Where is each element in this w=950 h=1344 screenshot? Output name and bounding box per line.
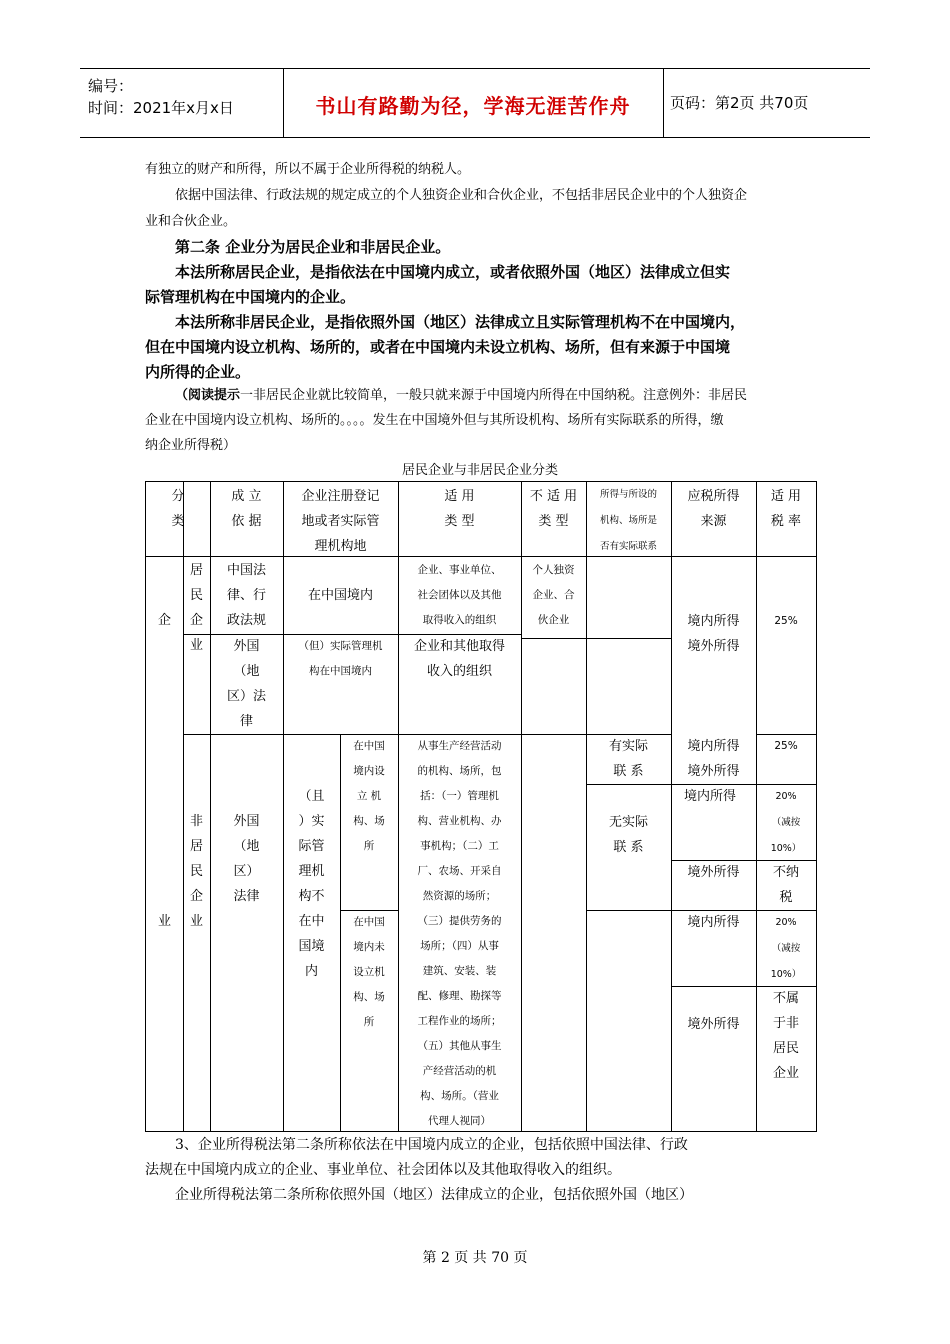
article-paragraph: 本法所称非居民企业，是指依照外国（地区）法律成立且实际管理机构不在中国境内， xyxy=(175,313,746,331)
page-footer: 第 2 页 共 70 页 xyxy=(422,1250,528,1266)
resident-registration-china: 在中国境内 xyxy=(307,588,373,603)
no-establishment-domestic-rate: 20% （减按 10%） xyxy=(770,917,802,980)
group-label-top: 企 xyxy=(157,613,171,628)
nonresident-enterprise-label: 非 居 民 企 业 xyxy=(189,814,203,929)
body-paragraph: 企业所得税法第二条所称依照外国（地区）法律成立的企业，包括依照外国（地区） xyxy=(175,1187,693,1203)
nonresident-without-establishment: 在中国 境内未 设立机 构、场 所 xyxy=(353,916,385,1028)
resident-applicable-types: 企业、事业单位、 社会团体以及其他 取得收入的组织 xyxy=(417,564,502,626)
article-paragraph: 际管理机构在中国境内的企业。 xyxy=(145,288,356,306)
article-title: 第二条 企业分为居民企业和非居民企业。 xyxy=(175,238,451,256)
reading-tip-line: 纳企业所得税） xyxy=(145,438,237,453)
no-establishment-foreign-rate: 不属 于非 居民 企业 xyxy=(772,991,799,1081)
nonresident-establishment-types: 从事生产经营活动 的机构、场所，包 括：（一）管理机 构、营业机构、办 事机构；（二）工 厂、农场、开采自 然资源的场所； （三）提供劳务的 场所；（四）从事 建筑、安装、装 配、修理、勘探等 工程作业的场所； （五）其他从事生 产经营活动的机 构、场所。（营业 代理人视同） xyxy=(417,740,502,1127)
grid-line xyxy=(521,638,671,639)
reading-tip xyxy=(175,383,747,408)
body-paragraph: 法规在中国境内成立的企业、事业单位、社会团体以及其他取得收入的组织。 xyxy=(145,1162,621,1178)
has-link-tax-rate: 25% xyxy=(774,740,798,752)
no-actual-link: 无实际 联 系 xyxy=(608,815,648,855)
header-meta xyxy=(88,75,234,119)
header-registration: 企业注册登记 地或者实际管 理机构地 xyxy=(301,489,380,554)
intro-line: 依据中国法律、行政法规的规定成立的个人独资企业和合伙企业，不包括非居民企业中的个人独资企 xyxy=(175,188,748,203)
has-actual-link: 有实际 联 系 xyxy=(608,739,648,779)
reading-tip-lead: （阅读提示 xyxy=(175,388,241,403)
body-paragraph: 3、企业所得税法第二条所称依法在中国境内成立的企业，包括依照中国法律、行政 xyxy=(175,1137,688,1153)
document-number-label: 编号： xyxy=(88,77,134,95)
no-link-domestic-rate: 20% （减按 10%） xyxy=(770,791,802,854)
page-header xyxy=(80,68,870,138)
grid-line xyxy=(586,482,587,1131)
header-not-applicable: 不 适 用 类 型 xyxy=(529,489,578,529)
article-paragraph: 但在中国境内设立机构、场所的，或者在中国境内未设立机构、场所，但有来源于中国境 xyxy=(145,338,731,356)
nonresident-basis: 外国 （地 区） 法律 xyxy=(233,814,260,904)
header-motto: 书山有路勤为径，学海无涯苦作舟 xyxy=(315,94,631,118)
no-link-domestic-income: 境内所得 xyxy=(683,789,736,804)
reading-tip-text: 一非居民企业就比较简单，一般只就来源于中国境内所得在中国纳税。注意例外：非居民 xyxy=(240,388,748,403)
article-paragraph: 本法所称居民企业，是指依法在中国境内成立，或者依照外国（地区）法律成立但实 xyxy=(175,263,731,281)
resident-tax-rate: 25% xyxy=(774,615,798,627)
resident-not-applicable: 个人独资 企业、合 伙企业 xyxy=(532,564,575,626)
header-category: 分 类 xyxy=(171,489,185,529)
no-establishment-foreign-income: 境外所得 xyxy=(687,1017,740,1032)
header-actual-link: 所得与所设的 机构、场所是 否有实际联系 xyxy=(599,489,657,552)
header-income-source: 应税所得 来源 xyxy=(687,489,740,529)
classification-table xyxy=(145,481,817,1132)
group-label-bottom: 业 xyxy=(157,914,171,929)
table-caption: 居民企业与非居民企业分类 xyxy=(401,463,558,478)
nonresident-registration: （且 ）实 际管 理机 构不 在中 国境 内 xyxy=(298,789,325,979)
document-date: 时间：2021年x月x日 xyxy=(88,99,234,117)
header-applicable-type: 适 用 类 型 xyxy=(444,489,475,529)
header-page-number: 页码：第2页 共70页 xyxy=(670,94,809,112)
no-establishment-domestic-income: 境内所得 xyxy=(687,915,740,930)
resident-registration-foreign: （但）实际管理机 构在中国境内 xyxy=(298,640,383,677)
reading-tip-line: 企业在中国境内设立机构、场所的。。。。发生在中国境外但与其所设机构、场所有实际联系的所得，缴 xyxy=(145,413,724,428)
nonresident-with-establishment: 在中国 境内设 立 机 构、场 所 xyxy=(353,740,385,852)
has-link-income-source: 境内所得 境外所得 xyxy=(687,739,740,779)
no-link-foreign-income: 境外所得 xyxy=(687,865,740,880)
intro-line: 业和合伙企业。 xyxy=(145,214,237,229)
header-basis: 成 立 依 据 xyxy=(231,489,262,529)
resident-basis-china: 中国法 律、行 政法规 xyxy=(226,563,266,628)
header-divider xyxy=(663,69,664,137)
resident-income-source: 境内所得 境外所得 xyxy=(687,614,740,654)
resident-applicable-types-foreign: 企业和其他取得 收入的组织 xyxy=(413,639,505,679)
resident-enterprise-label: 居 民 企 业 xyxy=(189,563,203,653)
article-paragraph: 内所得的企业。 xyxy=(145,363,251,381)
header-tax-rate: 适 用 税 率 xyxy=(770,489,802,529)
resident-basis-foreign: 外国 （地 区）法 律 xyxy=(226,639,266,729)
intro-line: 有独立的财产和所得，所以不属于企业所得税的纳税人。 xyxy=(145,162,471,177)
no-link-foreign-rate: 不纳 税 xyxy=(772,865,799,905)
grid-line xyxy=(146,556,816,557)
